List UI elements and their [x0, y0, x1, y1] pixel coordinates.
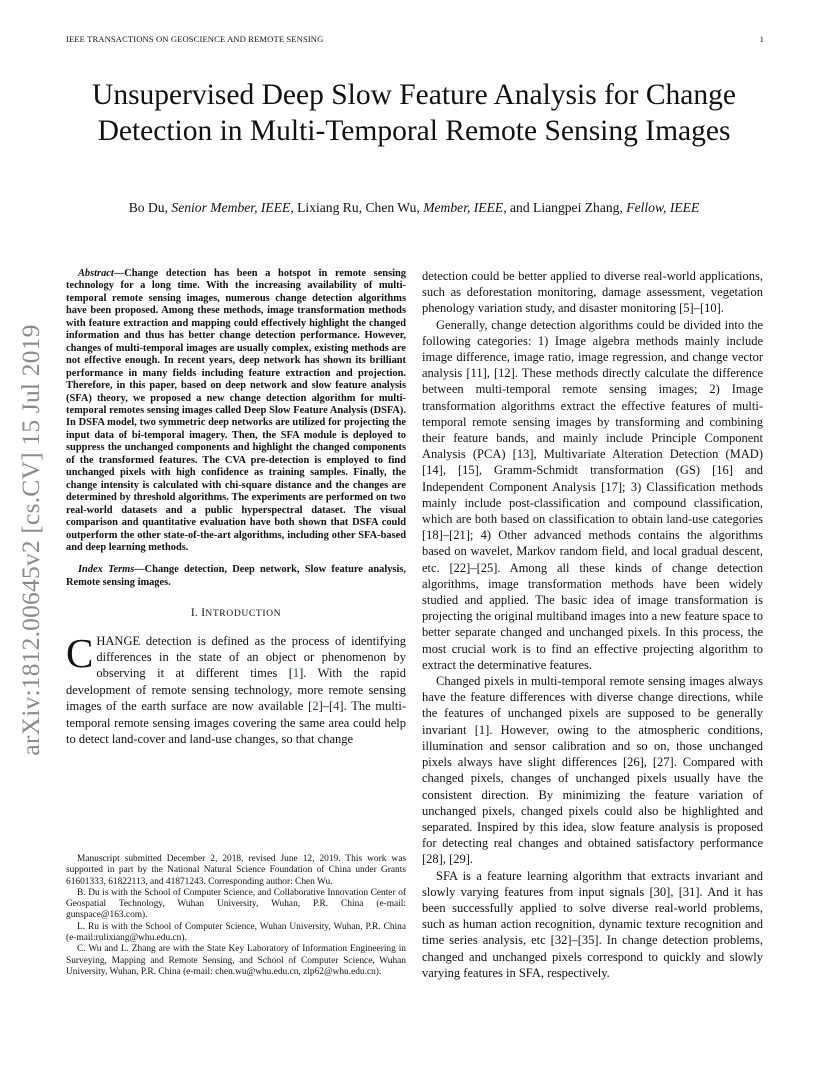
author-name: and Liangpei Zhang, [506, 200, 627, 215]
index-terms-text: —Change detection, Deep network, Slow feature analysis, Remote sensing images. [66, 564, 406, 588]
intro-text: ]–[ [318, 699, 334, 714]
drop-cap: C [66, 629, 94, 676]
intro-text: HANGE detection is defined as the process of identifying differences in the state of an object or phenomenon by observing it at different times [ [96, 633, 406, 681]
citation-link[interactable]: 2 [312, 699, 319, 714]
body-paragraph: SFA is a feature learning algorithm that extracts invariant and slowly varying features from input signals [30], [31]. And it has been successfully applied to solve diverse real-world problems, such as human action recognition, dynamic texture recognition and time series analysis, etc [32]–[35]. In change detection problems, changed and unchanged pixels correspond to quickly and slowly varying features in SFA, respectively. [422, 868, 763, 980]
section-title: NTRODUCTION [205, 608, 282, 620]
arxiv-stamp [16, 292, 46, 788]
citation-link[interactable]: 4 [333, 699, 340, 714]
page-number: 1 [759, 34, 764, 44]
footnote: L. Ru is with the School of Computer Science, Wuhan University, Wuhan, P.R. China (e-mail:rulixiang@whu.edu.cn). [66, 921, 406, 944]
intro-text: ]. The multi-temporal remote sensing images covering the same area could help to detect land-cover and land-use changes, so that change [66, 699, 406, 746]
index-terms-label: Index Terms [78, 564, 135, 576]
author-role: Senior Member, IEEE, [171, 200, 294, 215]
index-terms [66, 564, 406, 589]
section-number: I. [190, 607, 202, 620]
journal-name: IEEE TRANSACTIONS ON GEOSCIENCE AND REMOTE SENSING [66, 34, 324, 44]
left-column [66, 268, 406, 747]
abstract-label: Abstract [78, 268, 114, 279]
footnote: B. Du is with the School of Computer Science, and Collaborative Innovation Center of Geospatial Technology, Wuhan University, Wuhan, P.R. China (e-mail: gunspace@163.com). [66, 887, 406, 921]
paper-title: Unsupervised Deep Slow Feature Analysis for Change Detection in Multi-Temporal Remote Sensing Images [92, 79, 736, 147]
author-role: Fellow, IEEE [626, 200, 700, 215]
body-paragraph: Generally, change detection algorithms could be divided into the following categories: 1) Image algebra methods mainly include image difference, image ratio, image regression, and change vector analysis [11], [12]. These methods directly calculate the difference between multi-temporal remote sensing images; 2) Image transformation algorithms extract the effective features of multi-temporal remote sensing images by transforming and combining their feature bands, and mainly include Principle Component Analysis (PCA) [13], Multivariate Alteration Detection (MAD) [14], [15], Gramm-Schmidt transformation (GS) [16] and Independent Component Analysis [17]; 3) Classification methods mainly include post-classification and compound classification, which are both based on classification to obtain land-use categories [18]–[21]; 4) Other advanced methods contains the algorithms based on wavelet, Markov random field, and local gradual descent, etc. [22]–[25]. Among all these kinds of change detection algorithms, image transformation methods have been widely studied and applied. The basic idea of image transformation is projecting the original multiband images into a new feature space to better separate changed and unchanged pixels. In this process, the most crucial work is to find an effective projecting algorithm to extract the determinative features. [422, 317, 763, 672]
intro-paragraph [66, 629, 406, 748]
section-heading [66, 605, 406, 622]
footnote: C. Wu and L. Zhang are with the State Key Laboratory of Information Engineering in Surveying, Mapping and Remote Sensing, and School of Computer Science, Wuhan University, Wuhan, P.R. China (e-mail: chen.wu@whu.edu.cn, zlp62@whu.edu.cn). [66, 944, 406, 977]
body-paragraph: detection could be better applied to diverse real-world applications, such as deforestation monitoring, damage assessment, vegetation phenology variation study, and disaster monitoring [5]–[10]. [422, 269, 763, 316]
author-list [66, 199, 762, 216]
author-role: Member, IEEE, [423, 200, 507, 215]
abstract [66, 268, 406, 554]
abstract-text: —Change detection has been a hotspot in remote sensing technology for a long time. With the increasing availability of multi-temporal remote sensing images, numerous change detection algorithms have been proposed. Among these methods, image transformation methods with feature extraction and mapping could effectively highlight the changed information and thus has better change detection performance. However, changes of multi-temporal images are usually complex, existing methods are not effective enough. In recent years, deep network has shown its brilliant performance in many fields including feature extraction and projection. Therefore, in this paper, based on deep network and slow feature analysis (SFA) theory, we proposed a new change detection algorithm for multi-temporal remotes sensing images called Deep Slow Feature Analysis (DSFA). In DSFA model, two symmetric deep networks are utilized for projecting the input data of bi-temporal imagery. Then, the SFA module is deployed to suppress the unchanged components and highlight the changed components of the transformed features. The CVA pre-detection is employed to find unchanged pixels with high confidence as training samples. Finally, the change intensity is calculated with chi-square distance and the changes are determined by threshold algorithms. The experiments are performed on two real-world datasets and a public hyperspectral dataset. The visual comparison and quantitative evaluation have both shown that DSFA could outperform the other state-of-the-art algorithms, including other SFA-based and deep learning methods. [66, 268, 406, 553]
intro-text: ]. With the rapid development of remote sensing technology, more remote sensing images of the earth surface are now available [ [66, 666, 406, 714]
footnote: Manuscript submitted December 2, 2018, revised June 12, 2019. This work was supported in part by the National Natural Science Foundation of China under Grants 61601333, 61822113, and 41871243. Corresponding author: Chen Wu. [66, 854, 406, 887]
body-paragraph: Changed pixels in multi-temporal remote sensing images always have the feature differences with diverse change directions, while the features of unchanged pixels are supposed to be generally invariant [1]. However, owing to the atmospheric conditions, illumination and sensor calibration and so on, those unchanged pixels always have slight differences [26], [27]. Compared with changed pixels, changes of unchanged pixels usually have the consistent direction. By minimizing the feature variation of unchanged pixels, changed pixels could also be highlighted and separated. Inspired by this idea, slow feature analysis is proposed for detecting real changes and obtained satisfactory performance [28], [29]. [422, 674, 763, 867]
citation-link[interactable]: 1 [292, 666, 300, 681]
author-name: Bo Du, [128, 200, 172, 215]
arxiv-identifier: arXiv:1812.00645v2 [cs.CV] 15 Jul 2019 [16, 324, 45, 756]
right-column [422, 268, 763, 981]
running-header [66, 34, 764, 48]
section-initial: I [201, 607, 206, 620]
author-name: Lixiang Ru, Chen Wu, [293, 200, 424, 215]
footnotes [66, 854, 406, 978]
